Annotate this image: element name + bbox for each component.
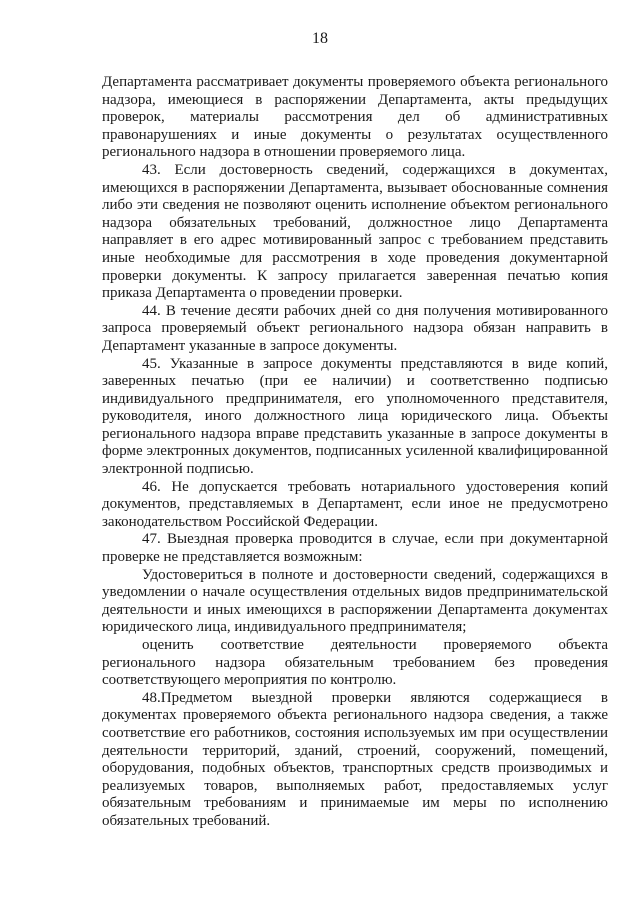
paragraph-48: 48.Предметом выездной проверки являются содержащиеся в документах проверяемого объекта регионального надзора сведения, а также соответствие его работников, состояния используемых им при осуществлении деятельности территорий, зданий, строений, сооружений, помещений, оборудования, подобных объектов, транспортных средств производимых и реализуемых товаров, выполняемых работ, предоставляемых услуг обязательным требованиям и принимаемые им меры по исполнению обязательных требований. xyxy=(102,689,608,829)
paragraph-continuation: Департамента рассматривает документы проверяемого объекта регионального надзора, имеющиеся в распоряжении Департамента, акты предыдущих проверок, материалы рассмотрения дел об административных правонарушениях и иные документы о результатах осуществленного регионального надзора в отношении проверяемого лица. xyxy=(102,74,608,161)
paragraph-45: 45. Указанные в запросе документы представляются в виде копий, заверенных печатью (при ее наличии) и соответственно подписью индивидуального предпринимателя, его уполномоченного представителя, руководителя, иного должностного лица юридического лица. Объекты регионального надзора вправе представить указанные в запросе документы в форме электронных документов, подписанных усиленной квалифицированной электронной подписью. xyxy=(102,355,608,478)
paragraph-43: 43. Если достоверность сведений, содержащихся в документах, имеющихся в распоряжении Департамента, вызывает обоснованные сомнения либо эти сведения не позволяют оценить исполнение объектом регионального надзора обязательных требований, должностное лицо Департамента направляет в его адрес мотивированный запрос с требованием представить иные необходимые для рассмотрения в ходе проведения документарной проверки документы. К запросу прилагается заверенная печатью копия приказа Департамента о проведении проверки. xyxy=(102,161,608,302)
page-number: 18 xyxy=(312,30,328,47)
paragraph-47-item-2: оценить соответствие деятельности проверяемого объекта регионального надзора обязательным требованием без проведения соответствующего мероприятия по контролю. xyxy=(102,637,608,689)
paragraph-44: 44. В течение десяти рабочих дней со дня получения мотивированного запроса проверяемый объект регионального надзора обязан направить в Департамент указанные в запросе документы. xyxy=(102,302,608,354)
paragraph-47: 47. Выездная проверка проводится в случае, если при документарной проверке не представляется возможным: xyxy=(102,531,608,566)
paragraph-47-item-1: Удостовериться в полноте и достоверности сведений, содержащихся в уведомлении о начале осуществления отдельных видов предпринимательской деятельности и иных имеющихся в распоряжении Департамента документах юридического лица, индивидуального предпринимателя; xyxy=(102,566,608,636)
paragraph-46: 46. Не допускается требовать нотариального удостоверения копий документов, представляемых в Департамент, если иное не предусмотрено законодательством Российской Федерации. xyxy=(102,478,608,530)
document-body xyxy=(102,74,608,831)
